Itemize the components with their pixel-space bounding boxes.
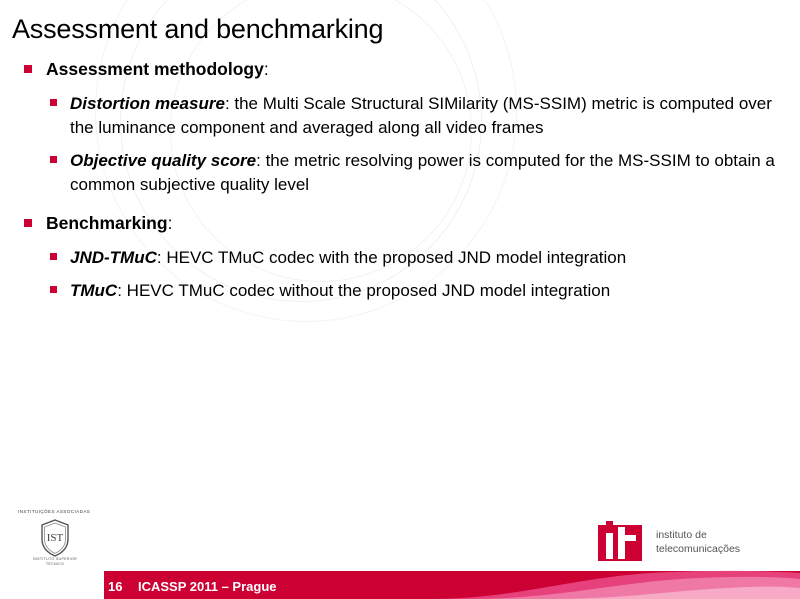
bullet-text: : HEVC TMuC codec without the proposed JND model integration [117, 280, 611, 300]
footer-left-white-block [0, 569, 104, 599]
footer-swoosh-decoration [430, 569, 800, 599]
bullet-text: : the Multi Scale Structural SIMilarity (MS-SSIM) metric is computed over the luminance component and averaged along all video frames [70, 93, 772, 137]
bullet-label: JND-TMuC [70, 247, 157, 267]
content-group [12, 58, 792, 197]
content-group [12, 212, 792, 303]
page-title: Assessment and benchmarking [12, 14, 384, 44]
slide-content [12, 58, 792, 312]
bullet-suffix: : [263, 59, 269, 79]
square-bullet-icon [24, 219, 32, 227]
bullet-label: Distortion measure [70, 93, 225, 113]
square-bullet-icon [50, 99, 57, 106]
bullet-label: Objective quality score [70, 150, 257, 170]
it-logo-text-line1: instituto de [656, 529, 707, 541]
ist-logo-top-caption: INSTITUIÇÕES ASSOCIADAS [18, 509, 91, 514]
it-logo-text [656, 529, 740, 556]
square-bullet-icon [50, 253, 57, 260]
bullet-label: Assessment methodology [46, 59, 264, 79]
svg-text:IST: IST [46, 532, 64, 544]
bullet-level1 [12, 212, 792, 236]
bullet-text: : HEVC TMuC codec with the proposed JND model integration [156, 247, 627, 267]
it-logo-text-line2: telecomunicações [656, 542, 741, 555]
bullet-text: : the metric resolving power is computed for the MS-SSIM to obtain a common subjective quality level [70, 150, 775, 194]
it-logo-mark-icon [594, 519, 650, 567]
page-number: 16 [108, 579, 123, 594]
ist-logo-bottom-caption: INSTITUTO SUPERIOR TÉCNICO [32, 557, 78, 567]
bullet-level2 [12, 92, 792, 140]
square-bullet-icon [50, 156, 57, 163]
bullet-label: TMuC [70, 280, 118, 300]
bullet-level2 [12, 246, 792, 270]
square-bullet-icon [24, 65, 32, 73]
bullet-label: Benchmarking [46, 213, 168, 234]
bullet-suffix: : [167, 213, 173, 234]
bullet-level2 [12, 149, 792, 197]
bullet-level2 [12, 279, 792, 303]
it-logo [594, 517, 784, 569]
square-bullet-icon [50, 286, 57, 293]
slide-footer [0, 507, 800, 599]
bullet-level1 [12, 58, 792, 82]
ist-logo [18, 509, 92, 567]
footer-conference-text: ICASSP 2011 – Prague [138, 579, 277, 594]
ist-shield-icon [40, 519, 70, 557]
